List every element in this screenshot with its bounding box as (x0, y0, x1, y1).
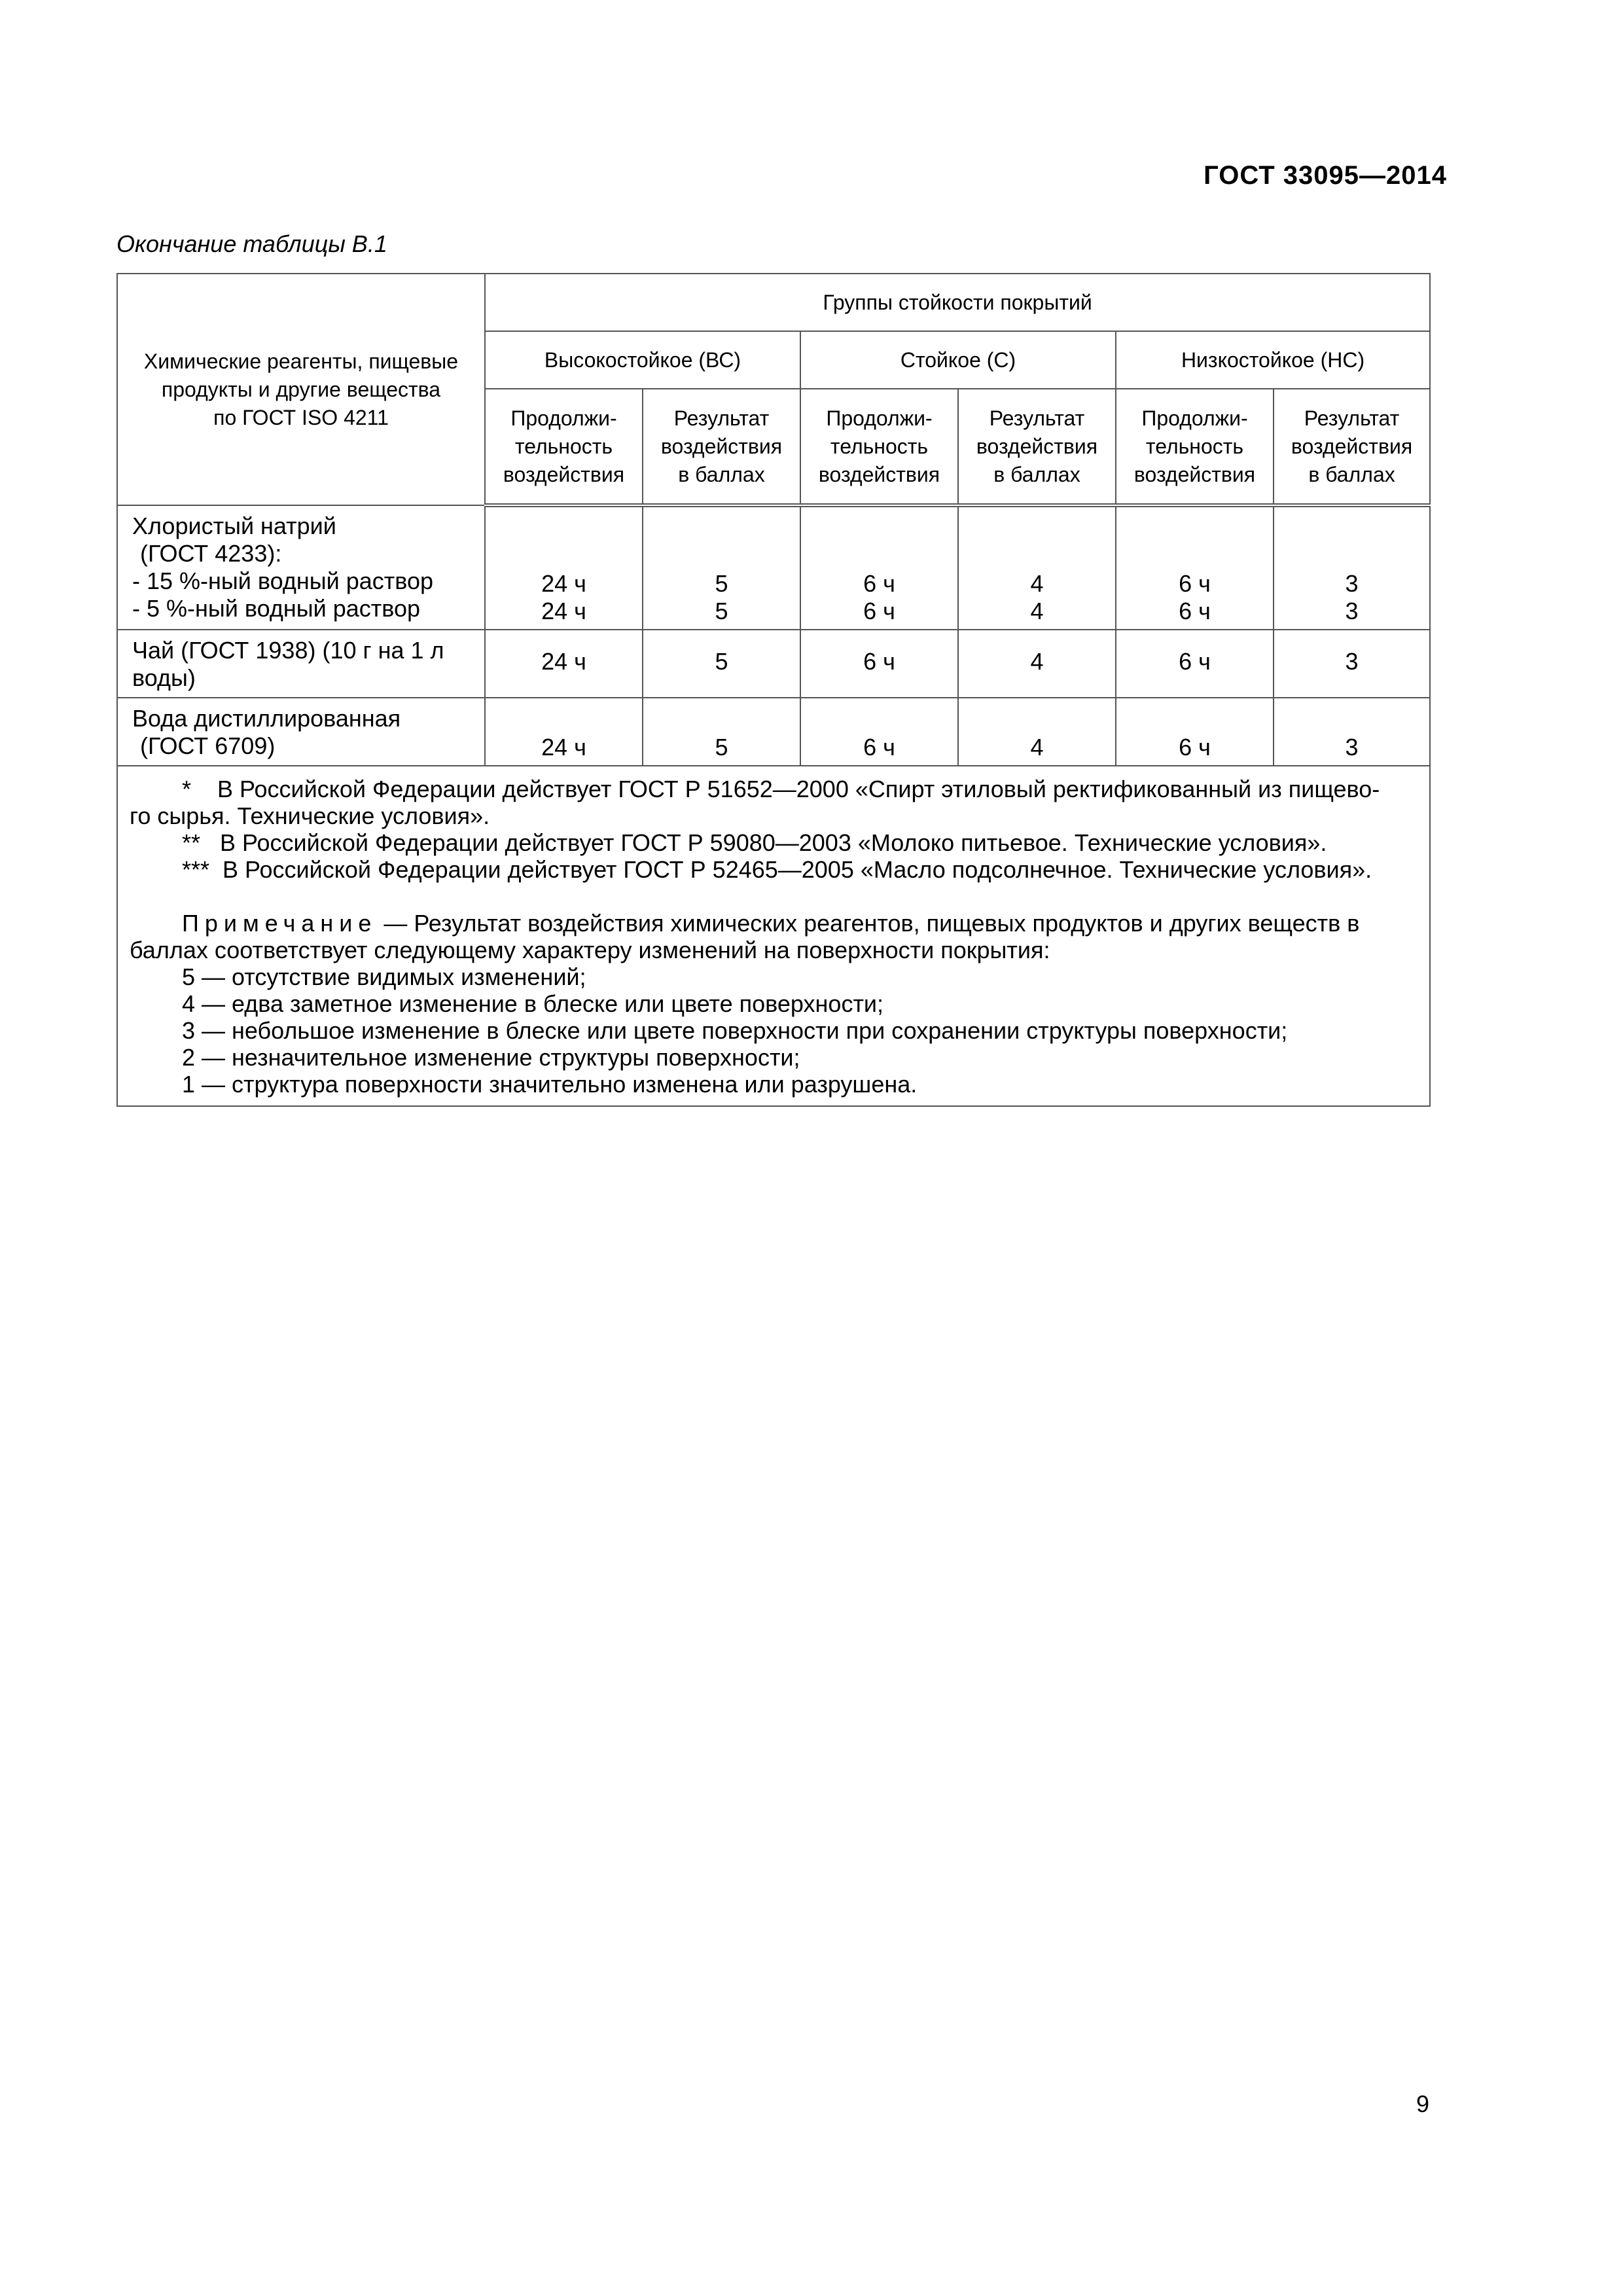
value-cell: 6 ч (800, 630, 958, 698)
value-cell: 24 ч (485, 630, 643, 698)
value-cell: 4 (958, 630, 1116, 698)
substance-cell: Чай (ГОСТ 1938) (10 г на 1 л воды) (117, 630, 485, 698)
value-cell: 5 (643, 698, 800, 766)
value-cell: 3 (1274, 630, 1430, 698)
footnotes-cell (117, 766, 1430, 1106)
result-header: Результат воздействия в баллах (958, 389, 1116, 505)
substance-cell: Вода дистиллированная (ГОСТ 6709) (117, 698, 485, 766)
resistance-table (116, 273, 1431, 1107)
value-cell: 6 ч (1116, 698, 1274, 766)
note-line: баллах соответствует следующему характеру изменений на поверхности покрытия: (130, 937, 1050, 963)
substance-header-line: Химические реагенты, пищевые (143, 349, 459, 373)
footnote: * В Российской Федерации действует ГОСТ Р 51652—2000 «Спирт этиловый ректификованный из пищево- (182, 776, 1380, 802)
duration-header: Продолжи- тельность воздействия (485, 389, 643, 505)
group-medium-header: Стойкое (С) (800, 331, 1116, 389)
value-cell: 5 (643, 630, 800, 698)
result-header: Результат воздействия в баллах (1274, 389, 1430, 505)
table-caption: Окончание таблицы В.1 (116, 230, 387, 257)
result-header: Результат воздействия в баллах (643, 389, 800, 505)
note-item: 4 — едва заметное изменение в блеске или цвете поверхности; (182, 990, 884, 1017)
footnote-row (117, 766, 1430, 1106)
value-cell: 6 ч (800, 698, 958, 766)
substance-header-line: продукты и другие вещества (161, 377, 441, 401)
group-low-header: Низкостойкое (НС) (1116, 331, 1430, 389)
value-cell: 24 ч (485, 698, 643, 766)
note-first-line: Примечание — Результат воздействия химических реагентов, пищевых продуктов и других веществ в (182, 910, 1360, 937)
substance-header-line: по ГОСТ ISO 4211 (213, 405, 389, 429)
groups-header: Группы стойкости покрытий (485, 274, 1430, 331)
note-item: 3 — небольшое изменение в блеске или цвете поверхности при сохранении структуры поверхности; (182, 1017, 1288, 1044)
document-header: ГОСТ 33095—2014 (1204, 161, 1447, 190)
substance-column-header (117, 274, 485, 505)
table-row (117, 505, 1430, 630)
page-number: 9 (1416, 2090, 1429, 2117)
duration-header: Продолжи- тельность воздействия (800, 389, 958, 505)
footnote: *** В Российской Федерации действует ГОСТ Р 52465—2005 «Масло подсолнечное. Технические условия». (182, 856, 1372, 883)
footnote: го сырья. Технические условия». (130, 802, 490, 829)
table-row (117, 698, 1430, 766)
group-high-header: Высокостойкое (ВС) (485, 331, 800, 389)
note-item: 1 — структура поверхности значительно изменена или разрушена. (182, 1071, 918, 1098)
value-cell: 3 3 (1274, 505, 1430, 630)
substance-cell: Хлористый натрий (ГОСТ 4233): - 15 %-ный водный раствор - 5 %-ный водный раствор (117, 505, 485, 630)
table-row (117, 630, 1430, 698)
value-cell: 4 (958, 698, 1116, 766)
value-cell: 3 (1274, 698, 1430, 766)
footnote: ** В Российской Федерации действует ГОСТ Р 59080—2003 «Молоко питьевое. Технические условия». (182, 829, 1327, 856)
duration-header: Продолжи- тельность воздействия (1116, 389, 1274, 505)
note-item: 2 — незначительное изменение структуры поверхности; (182, 1044, 800, 1071)
note-label: Примечание (182, 910, 378, 937)
value-cell: 5 5 (643, 505, 800, 630)
value-cell: 6 ч 6 ч (800, 505, 958, 630)
value-cell: 6 ч (1116, 630, 1274, 698)
note-item: 5 — отсутствие видимых изменений; (182, 963, 586, 990)
value-cell: 24 ч 24 ч (485, 505, 643, 630)
value-cell: 6 ч 6 ч (1116, 505, 1274, 630)
value-cell: 4 4 (958, 505, 1116, 630)
